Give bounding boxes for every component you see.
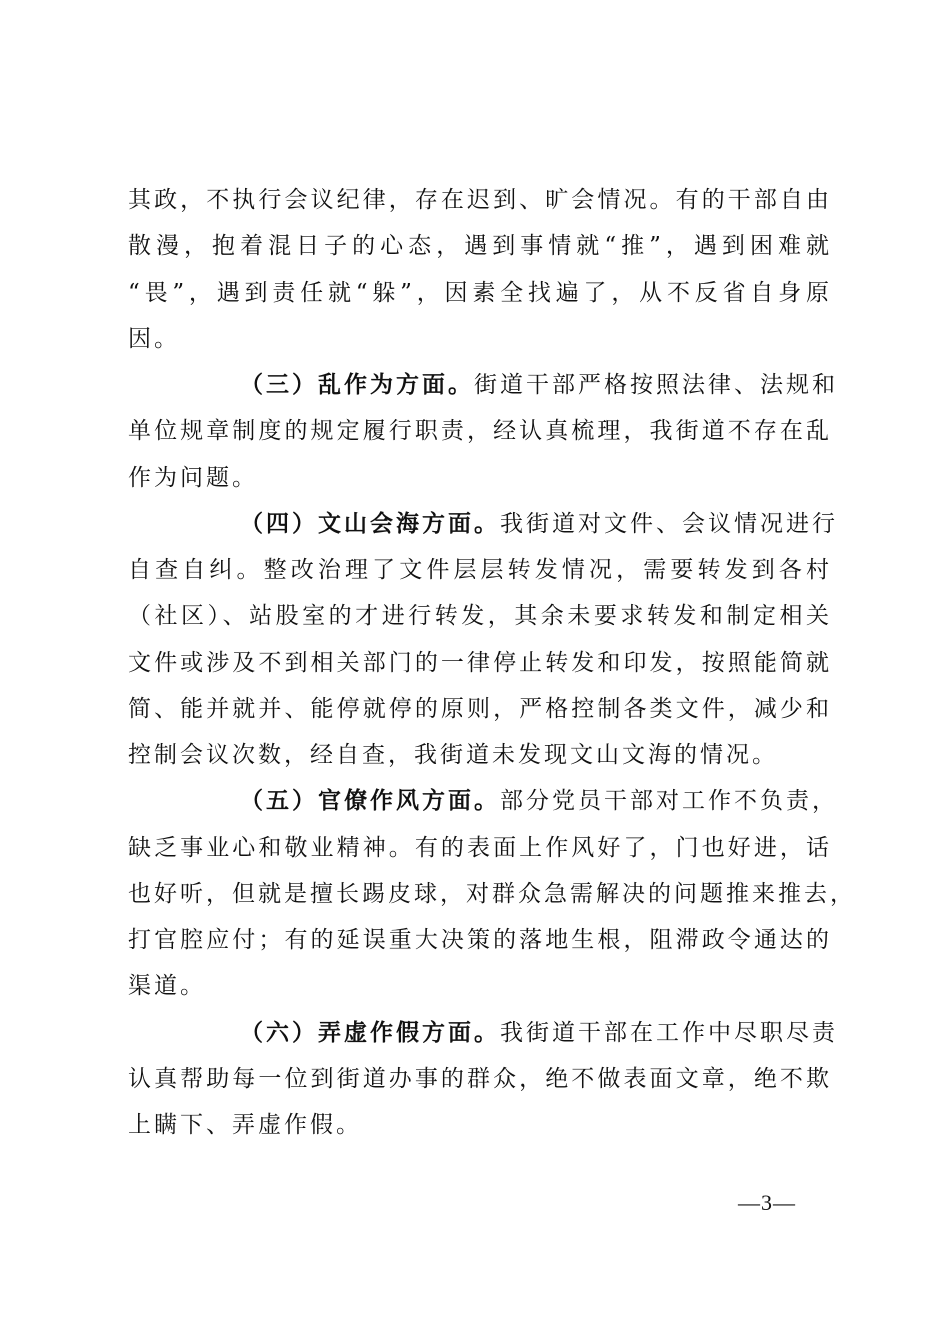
page-number: —3— (738, 1190, 796, 1215)
text-line (128, 1102, 832, 1148)
text-line (128, 408, 832, 454)
line-text: 渠道。 (128, 973, 206, 1000)
line-text: 打官腔应付；有的延误重大决策的落地生根，阻滞政令通达的 (128, 927, 832, 953)
text-line (128, 686, 832, 732)
line-text: 部分党员干部对工作不负责， (500, 788, 838, 815)
text-line (128, 547, 832, 593)
text-line (128, 917, 832, 963)
document-body (128, 177, 856, 1148)
section-heading: （三）乱作为方面。 (240, 371, 474, 398)
text-line (128, 270, 832, 316)
text-line (128, 362, 838, 408)
line-text: 认真帮助每一位到街道办事的群众，绝不做表面文章，绝不欺 (128, 1065, 832, 1092)
line-text: 作为问题。 (128, 464, 258, 491)
paragraph (128, 177, 832, 362)
paragraph (128, 362, 838, 501)
line-text: 自查自纠。整改治理了文件层层转发情况，需要转发到各村 (128, 557, 832, 583)
section-heading: （六）弄虚作假方面。 (240, 1018, 500, 1046)
line-text: 散漫，抱着混日子的心态，遇到事情就“推”，遇到困难就 (128, 233, 832, 260)
line-text: 文件或涉及不到相关部门的一律停止转发和印发，按照能简就 (128, 649, 832, 676)
line-text: 缺乏事业心和敬业精神。有的表面上作风好了，门也好进，话 (128, 834, 832, 861)
line-text: 因。 (128, 325, 180, 352)
text-line (128, 640, 832, 686)
text-line (128, 963, 832, 1009)
text-line (128, 455, 832, 501)
line-text: 简、能并就并、能停就停的原则，严格控制各类文件，减少和 (128, 695, 832, 722)
line-text: “畏”，遇到责任就“躲”，因素全找遍了，从不反省自身原 (128, 279, 832, 306)
text-line (128, 871, 856, 917)
section-heading: （五）官僚作风方面。 (240, 787, 500, 815)
text-line (128, 732, 832, 778)
paragraph (128, 778, 856, 1009)
line-text: 我街道对文件、会议情况进行 (500, 510, 838, 537)
text-line (128, 1056, 832, 1102)
text-line (128, 316, 832, 362)
text-line (128, 593, 832, 639)
line-text: 控制会议次数，经自查，我街道未发现文山文海的情况。 (128, 742, 778, 768)
line-text: 其政，不执行会议纪律，存在迟到、旷会情况。有的干部自由 (128, 187, 832, 213)
text-line (128, 1010, 838, 1056)
section-heading: （四）文山会海方面。 (240, 509, 500, 537)
line-text: 街道干部严格按照法律、法规和 (474, 372, 838, 398)
text-line (128, 177, 832, 223)
text-line (128, 223, 832, 269)
line-text: 我街道干部在工作中尽职尽责 (500, 1019, 838, 1046)
line-text: （社区）、站股室的才进行转发，其余未要求转发和制定相关 (128, 603, 832, 630)
line-text: 上瞒下、弄虚作假。 (128, 1112, 362, 1138)
text-line (128, 778, 838, 824)
paragraph (128, 1010, 838, 1149)
text-line (128, 501, 838, 547)
line-text: 单位规章制度的规定履行职责，经认真梳理，我街道不存在乱 (128, 418, 832, 445)
text-line (128, 825, 832, 871)
line-text: 也好听，但就是擅长踢皮球，对群众急需解决的问题推来推去， (128, 880, 856, 907)
paragraph (128, 501, 838, 779)
